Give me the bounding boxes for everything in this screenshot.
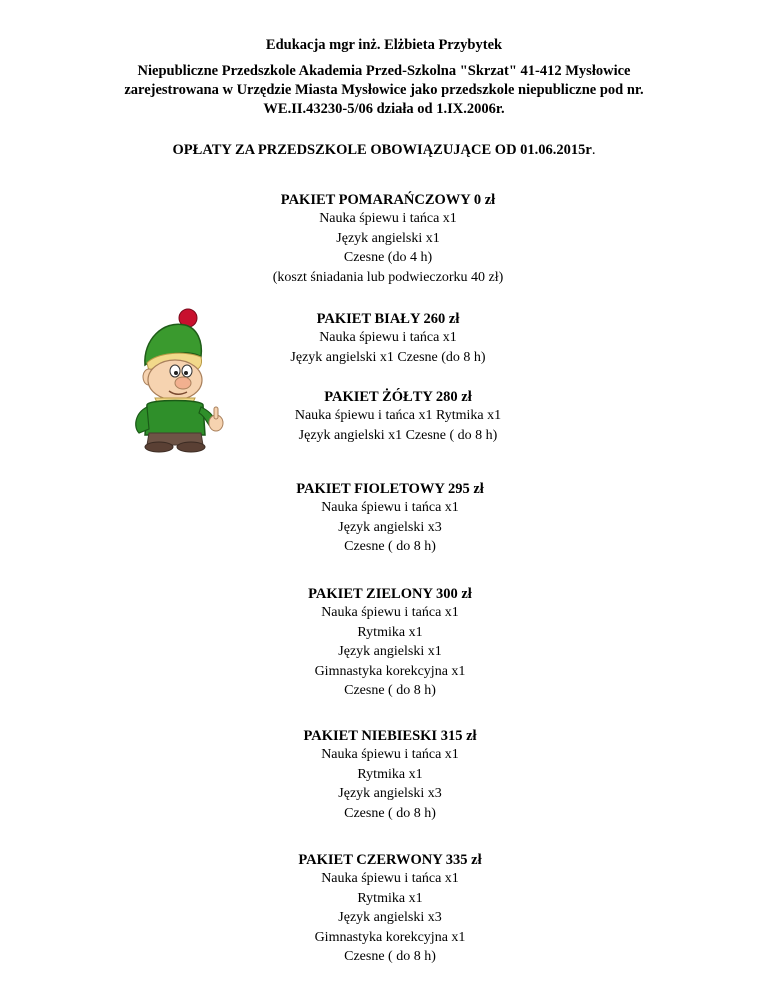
package-title: PAKIET CZERWONY 335 zł	[298, 852, 482, 868]
package-item: Czesne ( do 8 h)	[344, 539, 436, 554]
company-name: Edukacja mgr inż. Elżbieta Przybytek	[265, 37, 503, 53]
package-item: Nauka śpiewu i tańca x1	[321, 747, 459, 762]
package-item: Język angielski x3	[338, 786, 442, 801]
package-item: Czesne ( do 8 h)	[344, 683, 436, 698]
package-orange	[238, 191, 538, 287]
package-item: Rytmika x1	[357, 890, 423, 906]
package-item: Język angielski x1 Czesne ( do 8 h)	[298, 427, 498, 443]
package-item: Język angielski x1	[336, 230, 440, 246]
package-title: PAKIET ZIELONY 300 zł	[308, 586, 472, 602]
package-item: Rytmika x1	[357, 624, 423, 640]
package-item: Język angielski x1 Czesne (do 8 h)	[290, 349, 486, 365]
package-item: (koszt śniadania lub podwieczorku 40 zł)	[272, 269, 504, 285]
package-item: Język angielski x1	[338, 644, 442, 659]
registration-info: zarejestrowana w Urzędzie Miasta Mysłowice jako przedszkole niepubliczne pod nr.	[124, 82, 644, 98]
package-violet	[240, 480, 540, 557]
package-item: Nauka śpiewu i tańca x1	[319, 330, 457, 345]
package-title: PAKIET NIEBIESKI 315 zł	[303, 728, 477, 744]
package-item: Nauka śpiewu i tańca x1	[321, 605, 459, 620]
package-item: Gimnastyka korekcyjna x1	[314, 663, 466, 679]
fees-title-period: .	[591, 142, 596, 158]
fees-title	[0, 141, 768, 159]
package-item: Czesne ( do 8 h)	[344, 949, 436, 964]
preschool-name: Niepubliczne Przedszkole Akademia Przed-Szkolna "Skrzat" 41-412 Mysłowice	[137, 63, 631, 79]
package-item: Rytmika x1	[357, 766, 423, 782]
package-yellow	[248, 388, 548, 445]
package-item: Czesne (do 4 h)	[343, 250, 433, 265]
package-red	[240, 851, 540, 967]
package-title: PAKIET POMARAŃCZOWY 0 zł	[280, 192, 496, 208]
package-item: Język angielski x3	[338, 910, 442, 925]
package-title: PAKIET FIOLETOWY 295 zł	[296, 481, 484, 497]
package-item: Nauka śpiewu i tańca x1	[321, 871, 459, 886]
package-item: Gimnastyka korekcyjna x1	[314, 929, 466, 945]
package-item: Czesne ( do 8 h)	[344, 805, 436, 821]
gnome-mascot-icon	[125, 295, 225, 453]
package-blue	[240, 727, 540, 823]
package-title: PAKIET BIAŁY 260 zł	[316, 311, 460, 327]
fees-title-text: OPŁATY ZA PRZEDSZKOLE OBOWIĄZUJĄCE OD 01.06.2015r	[172, 142, 592, 158]
package-white	[238, 310, 538, 367]
package-item: Nauka śpiewu i tańca x1	[319, 211, 457, 226]
package-item: Język angielski x3	[338, 519, 442, 535]
package-item: Nauka śpiewu i tańca x1	[321, 500, 459, 515]
registration-number: WE.II.43230-5/06 działa od 1.IX.2006r.	[263, 101, 505, 117]
package-title: PAKIET ŻÓŁTY 280 zł	[324, 389, 472, 405]
package-green	[240, 585, 540, 701]
package-item: Nauka śpiewu i tańca x1 Rytmika x1	[294, 408, 502, 423]
